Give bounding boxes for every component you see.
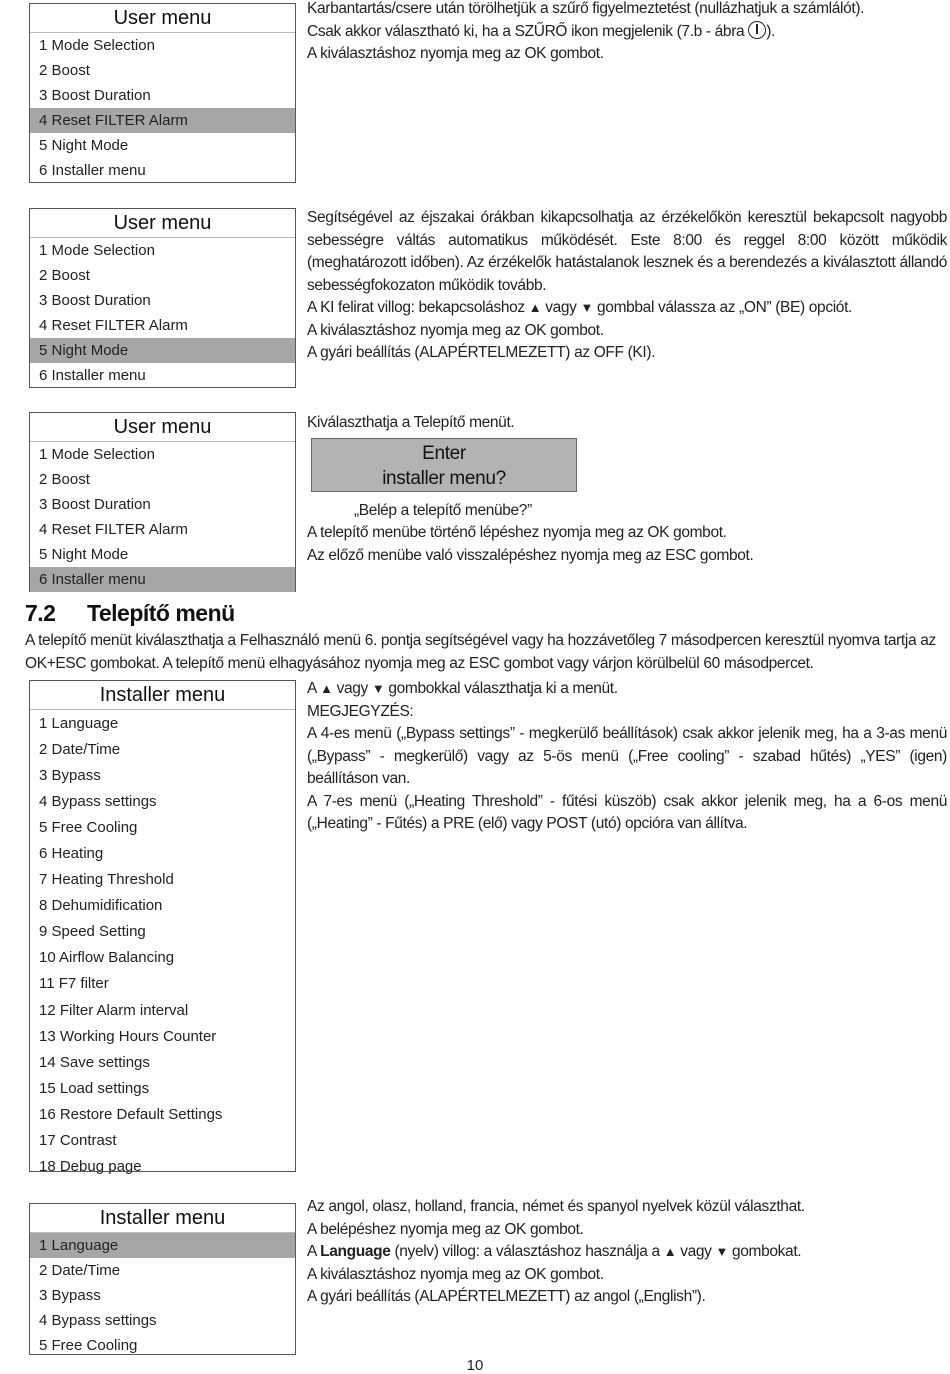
menu-item[interactable]: 5 Free Cooling <box>39 1337 138 1354</box>
language-line-3-a: A <box>307 1243 321 1260</box>
language-line-5: A gyári beállítás (ALAPÉRTELMEZETT) az angol („English”). <box>307 1288 706 1305</box>
section-number: 7.2 <box>25 600 56 626</box>
menu-item[interactable]: 2 Date/Time <box>39 1262 121 1279</box>
menu-title: User menu <box>30 4 295 33</box>
menu-item[interactable]: 1 Language <box>39 714 119 732</box>
power-icon <box>748 21 766 39</box>
menu-item[interactable]: 10 Airflow Balancing <box>39 949 175 967</box>
enter-installer-dialog <box>311 438 577 492</box>
menu-item[interactable]: 3 Boost Duration <box>39 87 151 104</box>
installer-notes-note-2: A 7-es menü („Heating Threshold” - fűtési küszöb) csak akkor jelenik meg, ha a 6-os menü („Heating” - Fűtés) a PRE (elő) vagy POST (utó) opcióra van állítva. <box>307 792 947 832</box>
reset-filter-line-2-text: Csak akkor választható ki, ha a SZŰRŐ ikon megjelenik (7.b - ábra <box>307 22 749 40</box>
menu-item[interactable]: 2 Boost <box>39 267 90 284</box>
menu-item[interactable]: 3 Boost Duration <box>39 496 151 513</box>
menu-item[interactable]: 13 Working Hours Counter <box>39 1027 217 1045</box>
installer-notes-note-1: A 4-es menü („Bypass settings” - megkerülő beállítások) csak akkor jelenik meg, ha a 3-as menü („Bypass” - megkerülő) vagy az 5-ös menü („Free cooling” - szabad hűtés) „YES” (igen) beállításon van. <box>307 725 947 787</box>
menu-item[interactable]: 6 Heating <box>39 845 104 863</box>
menu-title: User menu <box>30 209 295 238</box>
menu-item[interactable]: 5 Night Mode <box>39 546 129 563</box>
installer-notes-line-1-end: gombokkal választhatja ki a menüt. <box>384 680 618 697</box>
menu-item[interactable]: 6 Installer menu <box>39 162 146 179</box>
menu-item[interactable]: 11 F7 filter <box>39 975 109 993</box>
menu-item[interactable]: 12 Filter Alarm interval <box>39 1001 189 1019</box>
language-line-3-or: vagy <box>676 1243 716 1260</box>
section-title: Telepítő menü <box>87 600 235 626</box>
menu-item[interactable]: 4 Reset FILTER Alarm <box>39 521 188 538</box>
night-mode-description: Segítségével az éjszakai órákban kikapcsolhatja az érzékelőkön keresztül bekapcsolt nagyobb sebességre váltás automatikus működését. Este 8:00 és reggel 8:00 között működik (meghatározott időben). Az érzékelők hatástalanok lesznek és a berendezés a kiválasztott állandó sebességfokozaton működik tovább. <box>307 209 947 294</box>
menu-item[interactable]: 2 Boost <box>39 62 90 79</box>
section-paragraph <box>25 629 950 675</box>
text-block-reset-filter <box>307 0 947 66</box>
menu-item[interactable]: 16 Restore Default Settings <box>39 1105 223 1123</box>
language-line-1: Az angol, olasz, holland, francia, német és spanyol nyelvek közül választhat. <box>307 1198 805 1215</box>
menu-item[interactable]: 14 Save settings <box>39 1053 150 1071</box>
section-paragraph-text: A telepítő menüt kiválaszthatja a Felhasználó menü 6. pontja segítségével vagy ha hozzávetőleg 7 másodpercen keresztül nyomva tartja az OK+ESC gombokat. A telepítő menü elhagyásához nyomja meg az ESC gombot vagy várjon körülbelül 60 másodpercet. <box>25 632 936 672</box>
menu-item[interactable]: 1 Mode Selection <box>39 446 155 463</box>
night-mode-ki-text: A KI felirat villog: bekapcsoláshoz <box>307 299 529 316</box>
section-heading <box>25 600 235 627</box>
installer-entry-line-1: Kiválaszthatja a Telepítő menüt. <box>307 414 515 431</box>
text-block-installer-notes <box>307 678 947 836</box>
reset-filter-line-3: A kiválasztáshoz nyomja meg az OK gombot. <box>307 45 604 62</box>
user-menu-screen-3 <box>29 412 296 592</box>
menu-item[interactable]: 1 Mode Selection <box>39 37 155 54</box>
user-menu-screen-1 <box>29 3 296 183</box>
installer-notes-line-1-or: vagy <box>332 680 372 697</box>
language-line-3-end: gombokat. <box>728 1243 802 1260</box>
night-mode-ok-line: A kiválasztáshoz nyomja meg az OK gombot. <box>307 321 604 339</box>
enter-installer-line-2: installer menu? <box>382 467 506 489</box>
menu-item[interactable]: 4 Reset FILTER Alarm <box>39 317 188 334</box>
menu-item[interactable]: 6 Installer menu <box>39 367 146 384</box>
menu-item[interactable]: 18 Debug page <box>39 1158 142 1176</box>
up-triangle-icon: ▲ <box>320 681 333 696</box>
menu-item[interactable]: 8 Dehumidification <box>39 897 163 915</box>
menu-item[interactable]: 3 Bypass <box>39 1287 101 1304</box>
reset-filter-line-2 <box>307 21 947 44</box>
menu-item[interactable]: 5 Night Mode <box>39 137 129 154</box>
installer-entry-ok-line: A telepítő menübe történő lépéshez nyomja meg az OK gombot. <box>307 524 727 541</box>
down-triangle-icon: ▼ <box>580 300 594 315</box>
installer-entry-quote: „Belép a telepítő menübe?” <box>354 501 532 519</box>
installer-menu-screen-1 <box>29 680 296 1176</box>
night-mode-ki-end: gombbal válassza az „ON” (BE) opciót. <box>593 299 852 316</box>
reset-filter-line-2-end: ). <box>766 22 776 40</box>
menu-item[interactable]: 3 Bypass <box>39 766 101 784</box>
menu-item[interactable]: 17 Contrast <box>39 1132 117 1150</box>
night-mode-ki-line <box>307 297 947 320</box>
menu-item[interactable]: 1 Language <box>30 1233 295 1258</box>
menu-item[interactable]: 6 Installer menu <box>30 567 295 592</box>
menu-item[interactable]: 7 Heating Threshold <box>39 871 174 889</box>
language-line-3 <box>307 1241 947 1264</box>
reset-filter-line-1: Karbantartás/csere után törölhetjük a szűrő figyelmeztetést (nullázhatjuk a számlálót). <box>307 0 865 17</box>
menu-item[interactable]: 4 Bypass settings <box>39 1312 157 1329</box>
installer-menu-screen-2 <box>29 1203 296 1355</box>
up-triangle-icon: ▲ <box>663 1244 677 1259</box>
night-mode-default-line: A gyári beállítás (ALAPÉRTELMEZETT) az OFF (KI). <box>307 344 656 361</box>
menu-item[interactable]: 2 Boost <box>39 471 90 488</box>
menu-title: Installer menu <box>30 1204 295 1233</box>
menu-item[interactable]: 4 Reset FILTER Alarm <box>30 108 295 133</box>
menu-title: User menu <box>30 413 295 442</box>
text-block-language <box>307 1196 947 1309</box>
language-line-2: A belépéshez nyomja meg az OK gombot. <box>307 1220 584 1238</box>
menu-item[interactable]: 3 Boost Duration <box>39 292 151 309</box>
enter-installer-line-1: Enter <box>422 442 466 464</box>
menu-title: Installer menu <box>30 681 295 710</box>
menu-item[interactable]: 2 Date/Time <box>39 740 121 758</box>
installer-notes-label: MEGJEGYZÉS: <box>307 702 414 720</box>
language-keyword: Language <box>320 1243 391 1260</box>
language-line-4: A kiválasztáshoz nyomja meg az OK gombot. <box>307 1265 604 1283</box>
user-menu-screen-2 <box>29 208 296 388</box>
installer-notes-line-1 <box>307 678 947 701</box>
installer-notes-line-1-a: A <box>307 680 321 697</box>
installer-entry-esc-line: Az előző menübe való visszalépéshez nyomja meg az ESC gombot. <box>307 546 754 564</box>
text-block-night-mode <box>307 207 947 365</box>
text-block-installer-entry <box>307 412 947 567</box>
menu-item[interactable]: 1 Mode Selection <box>39 242 155 259</box>
down-triangle-icon: ▼ <box>371 681 385 696</box>
menu-item[interactable]: 9 Speed Setting <box>39 923 146 941</box>
language-line-3-mid: (nyelv) villog: a választáshoz használja a <box>390 1243 664 1260</box>
down-triangle-icon: ▼ <box>715 1244 729 1259</box>
night-mode-ki-or: vagy <box>541 299 581 316</box>
menu-item[interactable]: 5 Night Mode <box>30 338 295 363</box>
menu-item[interactable]: 15 Load settings <box>39 1079 150 1097</box>
page-number: 10 <box>466 1357 484 1374</box>
menu-item[interactable]: 4 Bypass settings <box>39 792 157 810</box>
up-triangle-icon: ▲ <box>528 300 542 315</box>
menu-item[interactable]: 5 Free Cooling <box>39 818 138 836</box>
